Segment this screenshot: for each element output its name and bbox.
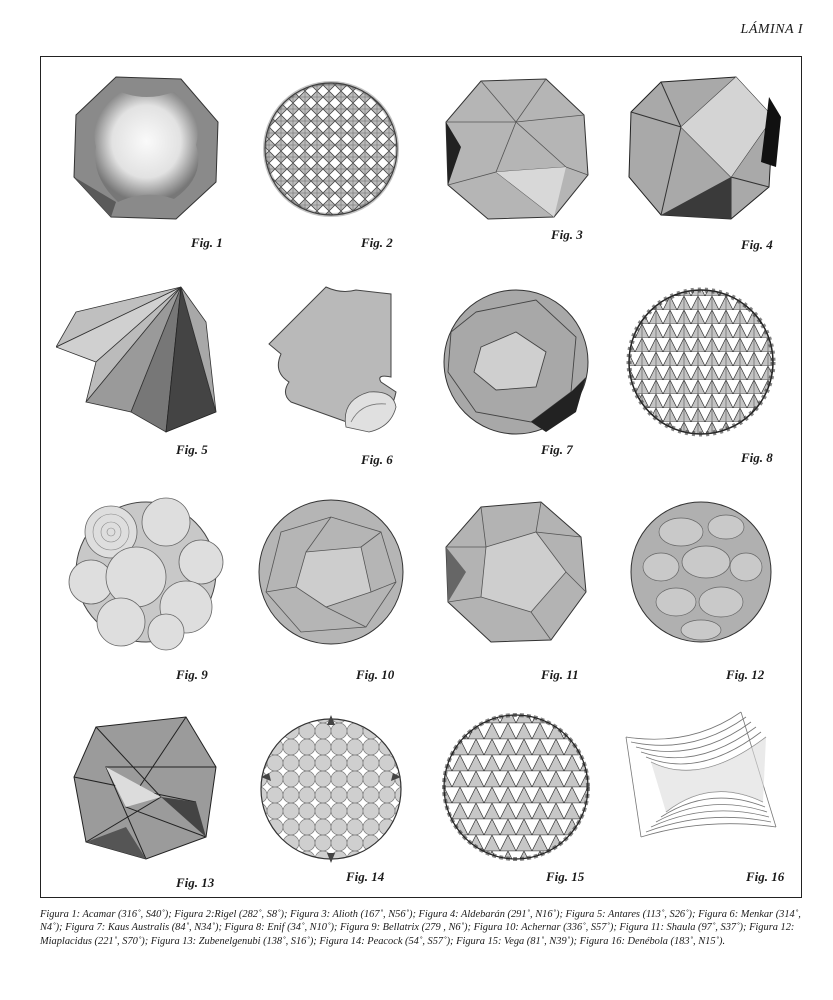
figure-16 (616, 707, 806, 917)
figure-2-drawing (251, 67, 411, 227)
figure-3-label: Fig. 3 (551, 227, 583, 242)
figure-5-drawing (56, 282, 226, 442)
figure-13 (61, 707, 251, 917)
figure-7-drawing (436, 282, 596, 442)
figure-10 (246, 492, 436, 702)
figure-14-label: Fig. 14 (346, 869, 385, 884)
plate-title: LÁMINA I (740, 22, 803, 37)
figure-14-drawing (251, 707, 411, 867)
figure-11 (431, 492, 621, 702)
figure-3-drawing (436, 67, 596, 227)
figure-1-label: Fig. 1 (191, 235, 223, 250)
figure-9 (61, 492, 251, 702)
figure-10-label: Fig. 10 (356, 667, 395, 682)
figure-13-label: Fig. 13 (176, 875, 215, 890)
figure-1 (61, 67, 251, 277)
figure-6-label: Fig. 6 (361, 452, 393, 467)
figure-7-label: Fig. 7 (541, 442, 573, 457)
figure-4-drawing (621, 67, 781, 227)
figure-16-drawing (621, 707, 781, 857)
figure-6 (246, 282, 436, 492)
figure-15 (431, 707, 621, 917)
figures-frame (40, 56, 802, 898)
figure-8 (616, 282, 806, 492)
figure-9-drawing (66, 492, 226, 652)
figure-1-drawing (66, 67, 226, 227)
figure-5 (51, 282, 241, 492)
figure-caption: Figura 1: Acamar (316˚, S40˚); Figura 2:Rigel (282˚, S8˚); Figura 3: Alioth (167˚, N56˚); Figura 4: Aldebarán (291˚, N16˚); Figura 5: Antares (113˚, S26˚); Figura 6: Menkar (314˚, N4˚); Figura 7: Kaus Australis (84˚, N34˚); Figura 8: Enif (34˚, N10˚); Figura 9: Bellatrix (279 , N6˚); Figura 10: Achernar (336˚, S57˚); Figura 11: Shaula (97˚, S37˚); Figura 12: Miaplacidus (221˚, S70˚); Figura 13: Zubenelgenubi (138˚, S16˚); Figura 14: Peacock (54˚, S57˚); Figura 15: Vega (81˚, N39˚); Figura 16: Denébola (183˚, N15˚). (40, 909, 801, 947)
figure-12-label: Fig. 12 (726, 667, 765, 682)
figure-4-label: Fig. 4 (741, 237, 773, 252)
figure-7 (431, 282, 621, 492)
figure-8-label: Fig. 8 (741, 450, 773, 465)
figure-12-drawing (621, 492, 781, 652)
figure-6-drawing (251, 282, 421, 452)
figure-3 (431, 67, 621, 277)
figure-15-drawing (436, 707, 596, 867)
figure-16-label: Fig. 16 (746, 869, 785, 884)
figure-12 (616, 492, 806, 702)
figure-13-drawing (66, 707, 226, 867)
figure-10-drawing (251, 492, 411, 652)
figure-15-label: Fig. 15 (546, 869, 585, 884)
figure-14 (246, 707, 436, 917)
figure-5-label: Fig. 5 (176, 442, 208, 457)
figure-2-label: Fig. 2 (361, 235, 393, 250)
figure-9-label: Fig. 9 (176, 667, 208, 682)
figure-4 (616, 67, 806, 277)
figure-11-label: Fig. 11 (541, 667, 579, 682)
figure-8-drawing (621, 282, 781, 442)
figure-11-drawing (436, 492, 596, 652)
figure-2 (246, 67, 436, 277)
